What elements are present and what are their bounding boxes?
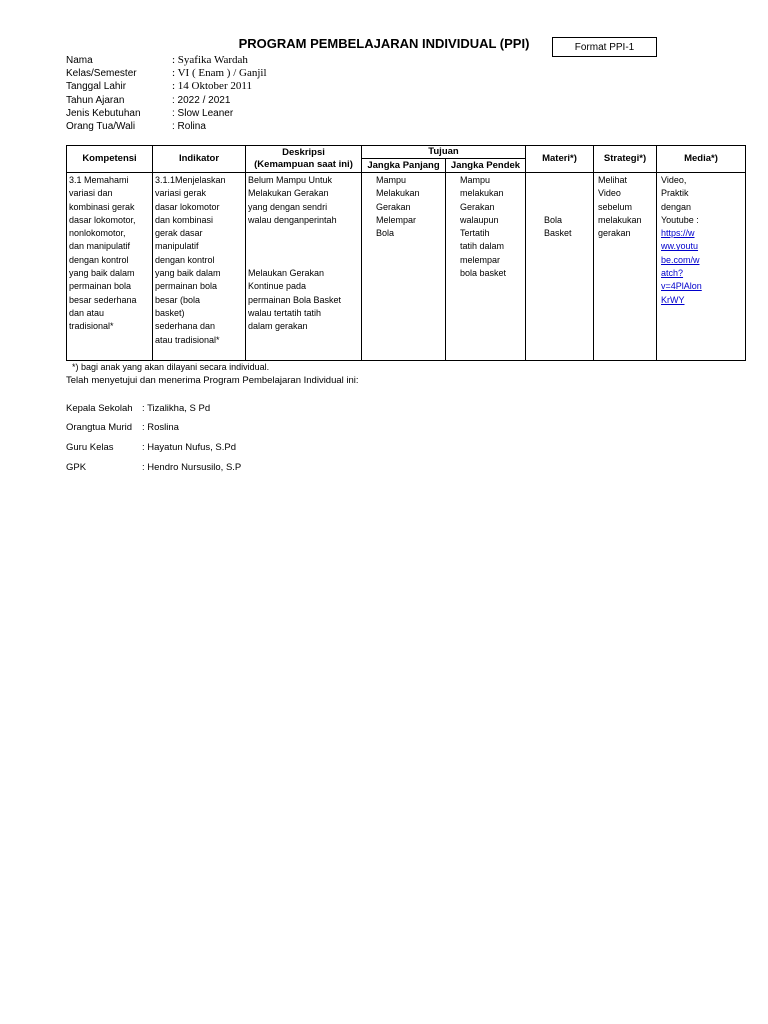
header-deskripsi: [246, 146, 362, 173]
youtube-link[interactable]: https://w ww.youtu be.com/w atch? v=4PlAlon KrWY: [661, 228, 702, 305]
cell-kompetensi: 3.1 Memahami variasi dan kombinasi gerak dasar lokomotor, nonlokomotor, dan manipulatif dengan kontrol yang baik dalam permainan bola besar sederhana dan atau tradisional*: [67, 173, 153, 361]
info-value: : 2022 / 2021: [172, 95, 231, 106]
signatory-value: : Hendro Nursusilo, S.P: [142, 462, 242, 473]
info-row-jenis-kebutuhan: [66, 107, 233, 120]
info-label: Tahun Ajaran: [66, 95, 125, 106]
info-value: : VI ( Enam ) / Ganjil: [172, 67, 267, 79]
footnote: *) bagi anak yang akan dilayani secara individual.: [72, 362, 270, 372]
cell-media: [657, 173, 746, 361]
header-deskripsi-line2: (Kemampuan saat ini): [254, 159, 353, 170]
header-indikator: Indikator: [153, 146, 246, 173]
media-text: Video, Praktik dengan Youtube :: [661, 175, 699, 225]
info-label: Nama: [66, 55, 93, 66]
cell-materi: Bola Basket: [526, 173, 594, 361]
header-jangka-panjang: Jangka Panjang: [362, 159, 446, 173]
info-row-orang-tua: [66, 120, 206, 133]
document-title: PROGRAM PEMBELAJARAN INDIVIDUAL (PPI): [238, 36, 530, 51]
info-value: : 14 Oktober 2011: [172, 80, 252, 92]
header-tujuan: Tujuan: [362, 146, 526, 159]
info-value: : Syafika Wardah: [172, 54, 248, 66]
header-media: Media*): [657, 146, 746, 173]
signatory-label: Orangtua Murid: [66, 422, 133, 433]
cell-indikator: 3.1.1Menjelaskan variasi gerak dasar lokomotor dan kombinasi gerak dasar manipulatif dengan kontrol yang baik dalam permainan bola besar (bola basket) sederhana dan atau tradisional*: [153, 173, 246, 361]
signatory-value: : Roslina: [142, 422, 179, 433]
cell-deskripsi: Belum Mampu Untuk Melakukan Gerakan yang dengan sendri walau denganperintah Melaukan Gerakan Kontinue pada permainan Bola Basket walau tertatih tatih dalam gerakan: [246, 173, 362, 361]
info-value: : Slow Leaner: [172, 108, 234, 119]
signatory-label: Kepala Sekolah: [66, 403, 133, 414]
signatory-label: Guru Kelas: [66, 442, 114, 453]
ppi-table: [66, 145, 746, 361]
info-row-nama: [66, 54, 248, 67]
signatory-gpk: [66, 462, 241, 474]
signatory-kepala-sekolah: [66, 403, 210, 415]
header-deskripsi-line1: Deskripsi: [282, 147, 325, 158]
header-jangka-pendek: Jangka Pendek: [446, 159, 526, 173]
info-row-kelas: [66, 67, 267, 80]
header-kompetensi: Kompetensi: [67, 146, 153, 173]
header-materi: Materi*): [526, 146, 594, 173]
format-label-box: Format PPI-1: [552, 37, 657, 57]
agreement-text: Telah menyetujui dan menerima Program Pembelajaran Individual ini:: [66, 375, 359, 386]
info-label: Kelas/Semester: [66, 68, 137, 79]
signatory-value: : Tizalikha, S Pd: [142, 403, 211, 414]
info-row-tahun-ajaran: [66, 94, 230, 107]
cell-jangka-pendek: Mampu melakukan Gerakan walaupun Tertatih tatih dalam melempar bola basket: [446, 173, 526, 361]
signatory-label: GPK: [66, 462, 87, 473]
cell-strategi: Melihat Video sebelum melakukan gerakan: [594, 173, 657, 361]
table-row: [67, 173, 746, 361]
signatory-orangtua-murid: [66, 422, 179, 434]
info-row-tanggal-lahir: [66, 80, 252, 93]
header-strategi: Strategi*): [594, 146, 657, 173]
cell-jangka-panjang: Mampu Melakukan Gerakan Melempar Bola: [362, 173, 446, 361]
signatory-value: : Hayatun Nufus, S.Pd: [142, 442, 236, 453]
signatory-guru-kelas: [66, 442, 236, 454]
info-label: Tanggal Lahir: [66, 81, 127, 92]
info-label: Orang Tua/Wali: [66, 121, 136, 132]
info-value: : Rolina: [172, 121, 206, 132]
info-label: Jenis Kebutuhan: [66, 108, 141, 119]
